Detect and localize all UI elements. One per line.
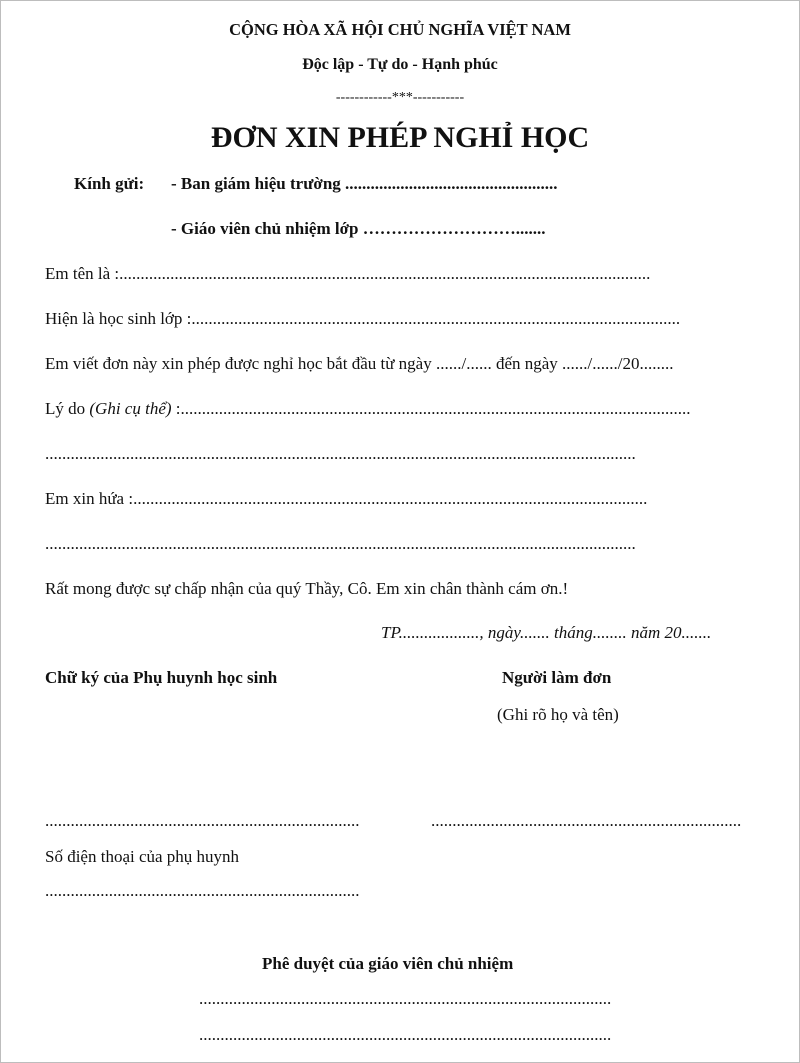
parent-phone-line: .......................................................................... — [45, 881, 360, 900]
approval-line-2: ................................................................................................. — [199, 1025, 612, 1044]
reason-dots: :........................................................................................................................ — [171, 399, 691, 418]
promise-field: Em xin hứa :......................................................................................................................... — [45, 489, 648, 508]
parent-signature-line: .......................................................................... — [45, 811, 360, 830]
nation-heading: CỘNG HÒA XÃ HỘI CHỦ NGHĨA VIỆT NAM — [229, 20, 571, 39]
promise-line-2: ........................................................................................................................................... — [45, 534, 636, 553]
header-separator: ------------***----------- — [335, 90, 465, 105]
parent-signature-label: Chữ ký của Phụ huynh học sinh — [45, 668, 278, 687]
teacher-approval-label: Phê duyệt của giáo viên chủ nhiệm — [262, 954, 514, 973]
student-name-field: Em tên là :............................................................................................................................. — [45, 264, 651, 283]
applicant-note: (Ghi rõ họ và tên) — [497, 705, 619, 724]
addressee-teacher: - Giáo viên chủ nhiệm lớp ………………………....... — [171, 219, 546, 238]
addressee-label: Kính gửi: — [74, 174, 145, 193]
motto: Độc lập - Tự do - Hạnh phúc — [302, 56, 498, 73]
student-class-field: Hiện là học sinh lớp :................................................................................................................... — [45, 309, 681, 328]
document-title: ĐƠN XIN PHÉP NGHỈ HỌC — [210, 121, 590, 154]
applicant-signature-line: ......................................................................... — [431, 811, 742, 830]
applicant-label: Người làm đơn — [502, 668, 612, 687]
parent-phone-label: Số điện thoại của phụ huynh — [45, 847, 240, 866]
addressee-school: - Ban giám hiệu trường .................................................. — [171, 174, 558, 193]
reason-label: Lý do — [45, 399, 86, 418]
reason-line-2: ........................................................................................................................................... — [45, 444, 636, 463]
approval-line-1: ................................................................................................. — [199, 989, 612, 1008]
closing-sentence: Rất mong được sự chấp nhận của quý Thầy, Cô. Em xin chân thành cám ơn.! — [45, 579, 569, 598]
place-date-line: TP..................., ngày....... tháng........ năm 20....... — [381, 623, 712, 642]
leave-dates-field: Em viết đơn này xin phép được nghỉ học bắt đầu từ ngày ....../...... đến ngày ....../....../20........ — [45, 354, 674, 373]
reason-field — [45, 399, 691, 419]
reason-hint: (Ghi cụ thể) — [89, 399, 172, 418]
